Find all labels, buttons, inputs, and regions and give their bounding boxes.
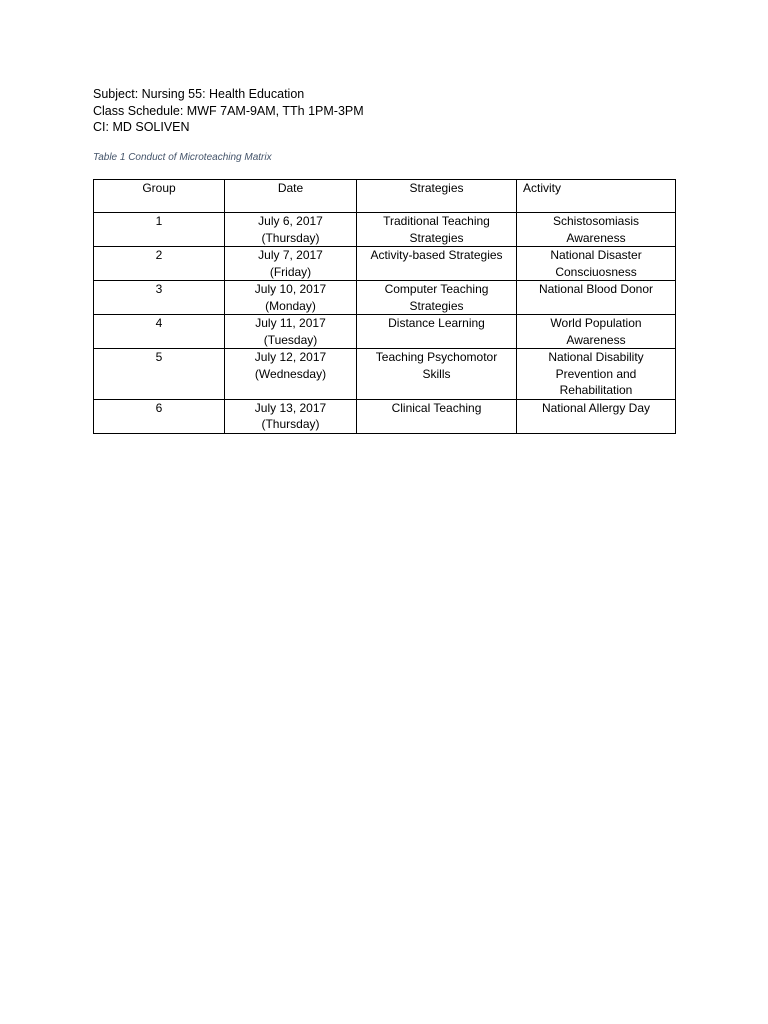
table-row: [94, 247, 676, 281]
table-caption: Table 1 Conduct of Microteaching Matrix: [93, 152, 272, 163]
cell-text: Clinical Teaching: [391, 400, 482, 415]
table-header-row: [94, 180, 676, 213]
cell-text: Strategies: [409, 230, 464, 245]
cell-text: National Disaster: [550, 248, 642, 262]
cell-text: (Thursday): [261, 230, 320, 245]
date-cell: [225, 349, 357, 400]
cell-text: (Tuesday): [263, 332, 318, 347]
cell-text: Teaching Psychomotor: [375, 350, 498, 364]
cell-text: Computer Teaching: [384, 282, 489, 296]
strategy-cell: [357, 399, 517, 433]
cell-text: (Friday): [269, 264, 312, 279]
strategy-cell: [357, 281, 517, 315]
column-header-activity: Activity: [517, 180, 676, 213]
cell-text: Rehabilitation: [559, 383, 633, 397]
ci-line: CI: MD SOLIVEN: [93, 120, 190, 134]
cell-text: (Monday): [265, 298, 316, 313]
cell-text: (Thursday): [261, 417, 320, 431]
cell-text: National Allergy Day: [541, 400, 651, 415]
class-schedule-line: Class Schedule: MWF 7AM-9AM, TTh 1PM-3PM: [93, 103, 364, 118]
table-row: [94, 399, 676, 433]
cell-text: July 12, 2017: [254, 350, 327, 364]
cell-text: Activity-based Strategies: [370, 248, 503, 262]
strategy-cell: [357, 349, 517, 400]
strategy-cell: [357, 315, 517, 349]
cell-text: National Blood Donor: [538, 282, 654, 296]
table-row: [94, 315, 676, 349]
cell-text: National Disability: [548, 350, 644, 364]
strategy-cell: [357, 247, 517, 281]
date-cell: [225, 213, 357, 247]
cell-text: Prevention and: [555, 366, 637, 381]
cell-text: Skills: [422, 366, 451, 381]
date-cell: [225, 315, 357, 349]
activity-cell: [517, 213, 676, 247]
column-header-group: Group: [94, 180, 225, 213]
cell-text: Strategies: [409, 298, 464, 313]
group-cell: [94, 349, 225, 400]
table-row: [94, 349, 676, 400]
group-cell: [94, 247, 225, 281]
activity-cell: [517, 399, 676, 433]
date-cell: [225, 247, 357, 281]
cell-text: Distance Learning: [388, 316, 485, 330]
cell-text: July 13, 2017: [254, 400, 327, 415]
column-header-strategies: Strategies: [357, 180, 517, 213]
activity-cell: [517, 315, 676, 349]
cell-text: July 7, 2017: [258, 248, 323, 262]
cell-text: Awareness: [566, 230, 626, 245]
cell-text: Traditional Teaching: [383, 214, 490, 228]
date-cell: [225, 281, 357, 315]
group-cell: [94, 399, 225, 433]
cell-text: 1: [155, 214, 163, 228]
table-row: [94, 281, 676, 315]
cell-text: (Wednesday): [254, 366, 327, 381]
subject-line: Subject: Nursing 55: Health Education: [93, 87, 305, 101]
group-cell: [94, 315, 225, 349]
cell-text: July 6, 2017: [258, 214, 323, 228]
activity-cell: [517, 349, 676, 400]
cell-text: July 11, 2017: [255, 316, 326, 330]
cell-text: 3: [155, 282, 163, 296]
activity-cell: [517, 247, 676, 281]
activity-cell: [517, 281, 676, 315]
date-cell: [225, 399, 357, 433]
microteaching-matrix-table: [93, 179, 676, 434]
cell-text: 4: [155, 316, 163, 330]
table-row: [94, 213, 676, 247]
column-header-date: Date: [225, 180, 357, 213]
group-cell: [94, 213, 225, 247]
group-cell: [94, 281, 225, 315]
strategy-cell: [357, 213, 517, 247]
document-header: [93, 86, 364, 136]
cell-text: July 10, 2017: [254, 282, 327, 296]
cell-text: Schistosomiasis: [552, 214, 640, 228]
cell-text: 2: [155, 248, 163, 262]
cell-text: 5: [155, 350, 163, 364]
cell-text: Consciuosness: [555, 264, 637, 279]
cell-text: 6: [155, 400, 163, 415]
cell-text: World Population: [550, 316, 642, 330]
cell-text: Awareness: [566, 332, 626, 347]
